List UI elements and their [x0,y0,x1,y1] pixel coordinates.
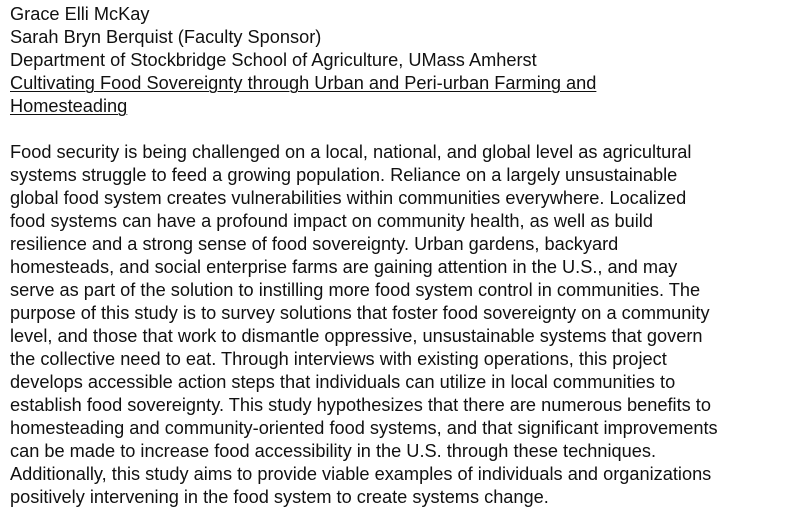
abstract-line: homesteads, and social enterprise farms are gaining attention in the U.S., and may [10,257,678,277]
abstract-line: resilience and a strong sense of food sovereignty. Urban gardens, backyard [10,234,619,254]
abstract-line: homesteading and community-oriented food systems, and that significant improvements [10,418,718,438]
author-name: Grace Elli McKay [10,4,150,24]
abstract-line: positively intervening in the food system to create systems change. [10,487,549,507]
abstract-line: the collective need to eat. Through interviews with existing operations, this project [10,349,667,369]
abstract-paragraph [10,141,806,509]
abstract-line: purpose of this study is to survey solutions that foster food sovereignty on a community [10,303,710,323]
section-gap [10,118,806,141]
abstract-line: Additionally, this study aims to provide viable examples of individuals and organizations [10,464,712,484]
abstract-line: serve as part of the solution to instilling more food system control in communities. The [10,280,701,300]
abstract-line: establish food sovereignty. This study hypothesizes that there are numerous benefits to [10,395,711,415]
abstract-line: global food system creates vulnerabilities within communities everywhere. Localized [10,188,687,208]
abstract-line: systems struggle to feed a growing population. Reliance on a largely unsustainable [10,165,678,185]
paper-title-line-1: Cultivating Food Sovereignty through Urban and Peri-urban Farming and [10,73,597,93]
abstract-line: can be made to increase food accessibility in the U.S. through these techniques. [10,441,657,461]
abstract-line: Food security is being challenged on a local, national, and global level as agricultural [10,142,692,162]
department: Department of Stockbridge School of Agriculture, UMass Amherst [10,50,537,70]
document-header [10,3,806,118]
abstract-line: level, and those that work to dismantle oppressive, unsustainable systems that govern [10,326,703,346]
abstract-line: food systems can have a profound impact on community health, as well as build [10,211,653,231]
document-page [10,3,806,509]
abstract-line: develops accessible action steps that individuals can utilize in local communities to [10,372,676,392]
faculty-sponsor: Sarah Bryn Berquist (Faculty Sponsor) [10,27,322,47]
paper-title-line-2: Homesteading [10,96,128,116]
